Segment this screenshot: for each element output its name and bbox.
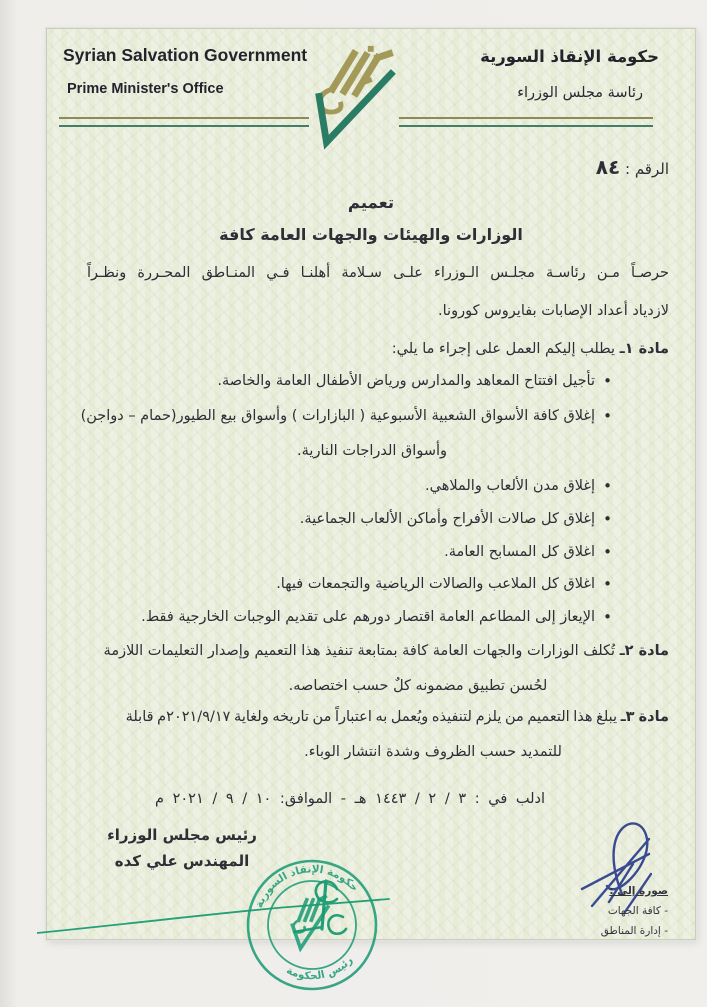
stamp-bottom-text: رئيس الحكومة — [284, 954, 356, 983]
article-3 — [67, 706, 669, 728]
copies-block — [601, 881, 668, 941]
article-2-continuation: لحُسن تطبيق مضمونه كلٌ حسب اختصاصه. — [288, 678, 548, 694]
government-logo-icon — [297, 33, 415, 161]
article-1-label: مادة ١ـ — [619, 341, 669, 357]
intro-line-1: حرصـاً مـن رئاسـة مجلـس الـوزراء علـى سـلامة أهلنـا فـي المنـاطق المحـررة ونظـراً — [87, 265, 669, 281]
bullet-item: • اغلاق كل المسابح العامة. — [77, 541, 595, 563]
office-name-arabic: رئاسة مجلس الوزراء — [517, 85, 643, 101]
article-3-text: يبلغ هذا التعميم من يلزم لتنفيذه ويُعمل به اعتباراً من تاريخه ولغاية ٢٠٢١/٩/١٧م قابلة — [125, 709, 618, 725]
document-addressee: الوزارات والهيئات والجهات العامة كافة — [219, 225, 523, 244]
org-name-arabic: حكومة الإنقاذ السورية — [480, 47, 659, 66]
bullet-item: • إغلاق كل صالات الأفراح وأماكن الألعاب الجماعية. — [77, 508, 595, 530]
copy-recipient: - إدارة المناطق — [601, 921, 668, 941]
article-2-label: مادة ٢ـ — [619, 643, 669, 659]
org-name-english: Syrian Salvation Government — [63, 45, 308, 65]
document-number — [592, 155, 669, 179]
stamp-top-text: حكومة الإنقاذ السورية — [252, 863, 361, 910]
place-and-date-line: ادلب في : ٣ / ٢ / ١٤٤٣ هـ - الموافق: ١٠ / ٩ / ٢٠٢١ م — [154, 791, 545, 807]
bullet-item-continuation: وأسواق الدراجات النارية. — [297, 443, 447, 459]
article-3-continuation: للتمديد حسب الظروف وشدة انتشار الوباء. — [304, 744, 562, 760]
document-title: تعميم — [347, 193, 395, 212]
bullet-item: • اغلاق كل الملاعب والصالات الرياضية والتجمعات فيها. — [77, 573, 595, 595]
article-1-text: يطلب إليكم العمل على إجراء ما يلي: — [391, 341, 616, 357]
bullet-item: • تأجيل افتتاح المعاهد والمدارس ورياض الأطفال العامة والخاصة. — [77, 370, 595, 392]
article-1 — [67, 338, 669, 360]
header-rule-right — [399, 117, 653, 127]
copy-recipient: - كافة الجهات — [601, 901, 668, 921]
article-2-text: تُكلف الوزارات والجهات العامة كافة بمتابعة تنفيذ هذا التعميم وإصدار التعليمات اللازمة — [103, 643, 616, 659]
green-ink-signature — [37, 869, 437, 964]
article-3-label: مادة ٣ـ — [620, 709, 669, 725]
bullet-item: • الإيعاز إلى المطاعم العامة اقتصار دورهم على تقديم الوجبات الخارجية فقط. — [77, 606, 595, 628]
document-number-value: ٨٤ — [595, 155, 621, 179]
signatory-name: المهندس علي كده — [114, 852, 250, 870]
intro-line-2: لازدياد أعداد الإصابات بفايروس كورونا. — [438, 303, 669, 319]
signatory-title: رئيس مجلس الوزراء — [107, 826, 257, 844]
bullet-item: • إغلاق مدن الألعاب والملاهي. — [77, 475, 595, 497]
article-2 — [67, 640, 669, 662]
header-rule-left — [59, 117, 309, 127]
bullet-item: • إغلاق كافة الأسواق الشعبية الأسبوعية ( البازارات ) وأسواق بيع الطيور(حمام – دواجن) — [77, 405, 595, 427]
document-paper — [46, 28, 696, 983]
office-name-english: Prime Minister's Office — [67, 81, 224, 97]
document-number-label: الرقم : — [625, 160, 669, 178]
copies-label: صورة إلى : — [609, 885, 668, 897]
